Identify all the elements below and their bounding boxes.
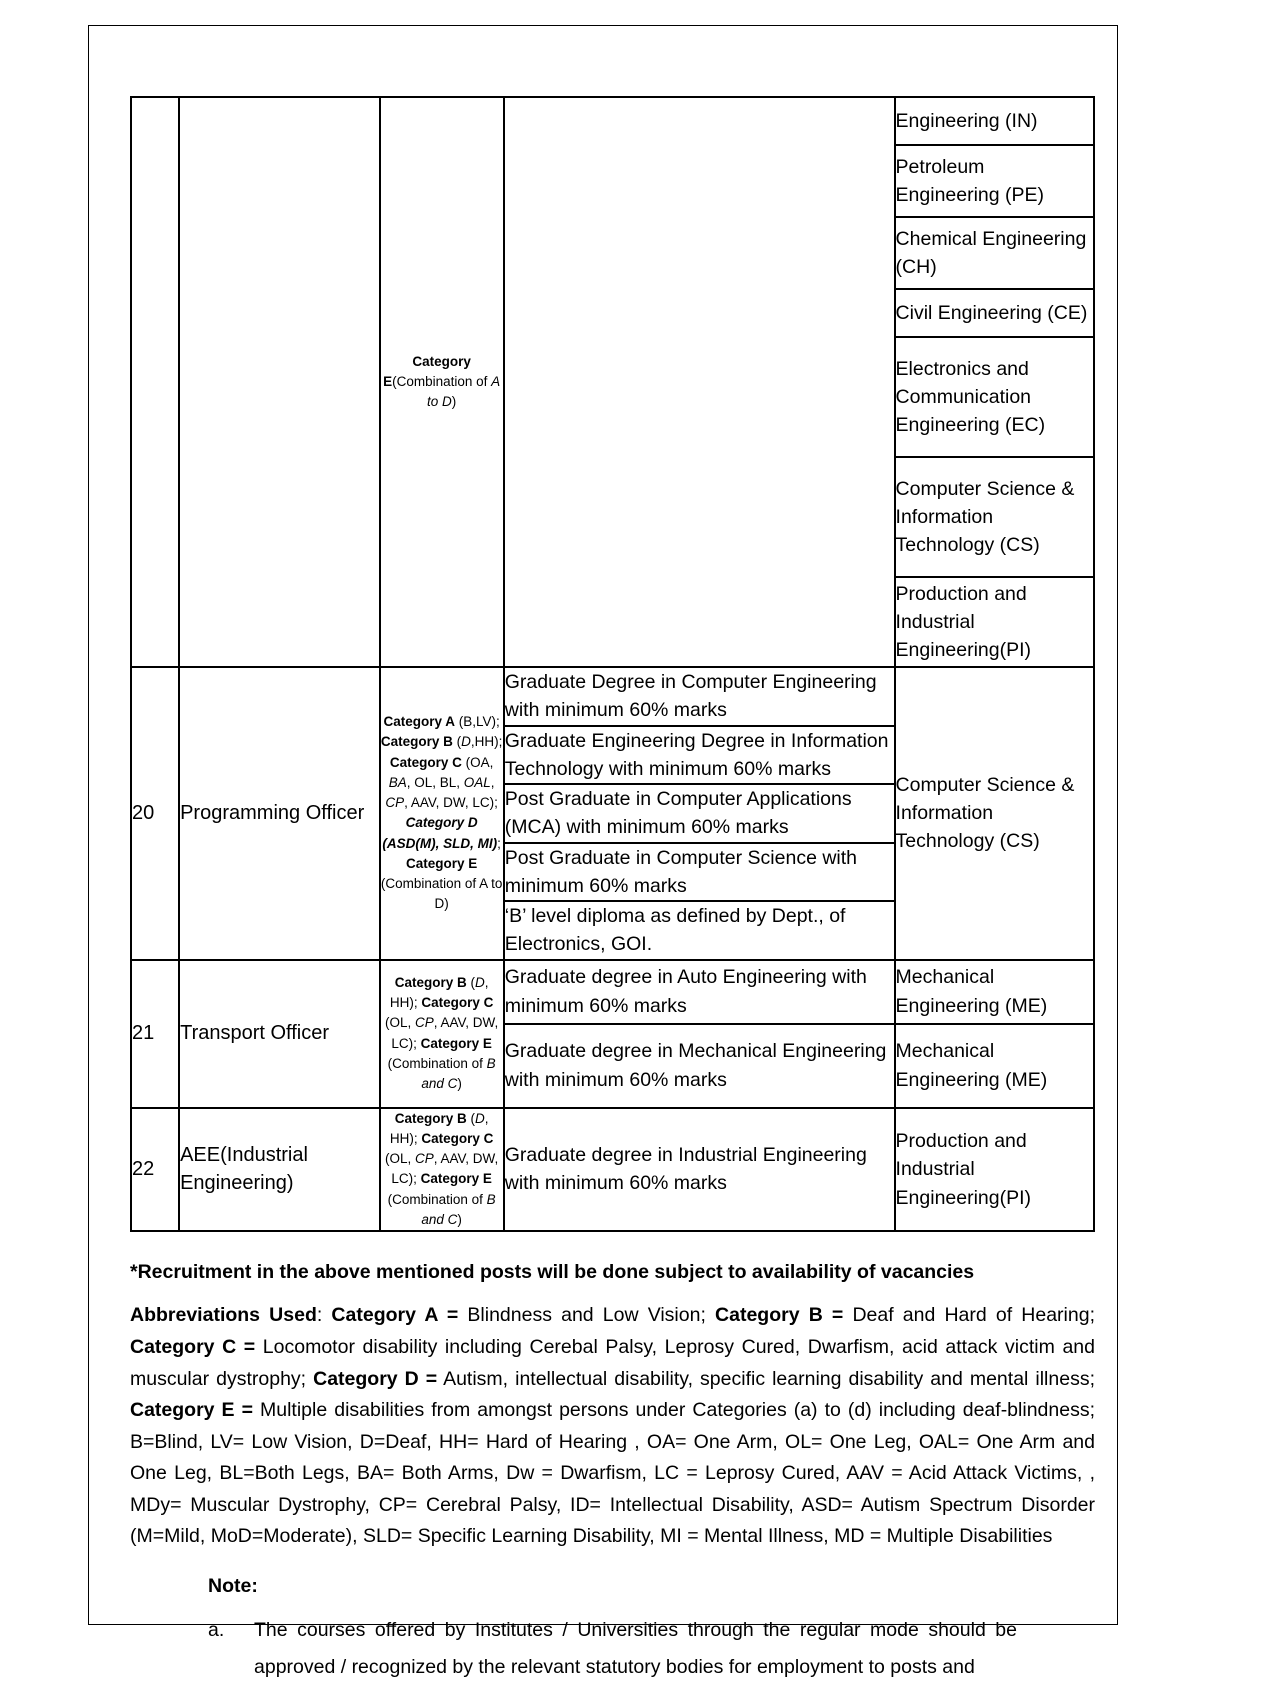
discipline-item-row bbox=[895, 337, 1094, 457]
serial-number-cell bbox=[131, 97, 179, 667]
qualification-cell: ‘B’ level diploma as defined by Dept., of Electronics, GOI. bbox=[504, 901, 895, 960]
table-row bbox=[131, 1108, 1094, 1232]
discipline-cell: Electronics and Communication Engineering (EC) bbox=[895, 337, 1094, 457]
qualification-cell: Post Graduate in Computer Applications (MCA) with minimum 60% marks bbox=[504, 784, 895, 843]
note-list-item bbox=[208, 1612, 1095, 1686]
discipline-item-row bbox=[895, 1024, 1094, 1108]
discipline-item-row bbox=[895, 145, 1094, 217]
discipline-cell: Mechanical Engineering (ME) bbox=[895, 1024, 1094, 1108]
serial-number-cell: 20 bbox=[131, 667, 179, 960]
discipline-cell: Production and Industrial Engineering(PI) bbox=[895, 577, 1094, 667]
post-name-cell: AEE(Industrial Engineering) bbox=[179, 1108, 379, 1232]
category-cell: Category B (D, HH); Category C (OL, CP, AAV, DW, LC); Category E (Combination of B and C) bbox=[380, 960, 504, 1108]
serial-number-cell: 21 bbox=[131, 960, 179, 1108]
qualification-cell bbox=[504, 667, 895, 960]
discipline-cell: Engineering (IN) bbox=[895, 97, 1094, 145]
qualification-item-row bbox=[504, 1024, 895, 1108]
qualification-item-row bbox=[504, 784, 895, 843]
category-cell: Category A (B,LV); Category B (D,HH); Category C (OA, BA, OL, BL, OAL, CP, AAV, DW, LC); Category D (ASD(M), SLD, MI); Category E (Combination of A to D) bbox=[380, 667, 504, 960]
table-row-continued bbox=[131, 97, 1094, 667]
post-name-cell bbox=[179, 97, 379, 667]
qualification-item-row bbox=[504, 901, 895, 960]
category-cell: Category E(Combination of A to D) bbox=[380, 97, 504, 667]
note-heading: Note: bbox=[208, 1575, 258, 1598]
discipline-cell: Computer Science & Information Technology (CS) bbox=[895, 667, 1094, 960]
discipline-cell: Chemical Engineering (CH) bbox=[895, 217, 1094, 289]
qualification-cell: Graduate Engineering Degree in Information Technology with minimum 60% marks bbox=[504, 726, 895, 785]
table-row bbox=[131, 960, 1094, 1108]
discipline-list bbox=[895, 960, 1094, 1108]
discipline-cell bbox=[895, 97, 1094, 667]
discipline-cell: Production and Industrial Engineering(PI) bbox=[895, 1108, 1094, 1232]
discipline-cell bbox=[895, 960, 1094, 1108]
qualification-list bbox=[504, 667, 895, 960]
qualification-item-row bbox=[504, 667, 895, 726]
discipline-list bbox=[895, 97, 1094, 667]
abbreviations-paragraph: Abbreviations Used: Category A = Blindness and Low Vision; Category B = Deaf and Hard of Hearing; Category C = Locomotor disability including Cerebal Palsy, Leprosy Cured, Dwarfism, acid attack victim and muscular dystrophy; Category D = Autism, intellectual disability, specific learning disability and mental illness; Category E = Multiple disabilities from amongst persons under Categories (a) to (d) including deaf-blindness; B=Blind, LV= Low Vision, D=Deaf, HH= Hard of Hearing , OA= One Arm, OL= One Leg, OAL= One Arm and One Leg, BL=Both Legs, BA= Both Arms, Dw = Dwarfism, LC = Leprosy Cured, AAV = Acid Attack Victims, , MDy= Muscular Dystrophy, CP= Cerebral Palsy, ID= Intellectual Disability, ASD= Autism Spectrum Disorder (M=Mild, MoD=Moderate), SLD= Specific Learning Disability, MI = Mental Illness, MD = Multiple Disabilities bbox=[130, 1304, 1095, 1548]
discipline-item-row bbox=[895, 457, 1094, 577]
discipline-cell: Petroleum Engineering (PE) bbox=[895, 145, 1094, 217]
qualification-cell bbox=[504, 97, 895, 667]
category-cell: Category B (D, HH); Category C (OL, CP, AAV, DW, LC); Category E (Combination of B and C) bbox=[380, 1108, 504, 1232]
post-name-cell: Programming Officer bbox=[179, 667, 379, 960]
qualification-cell: Graduate degree in Industrial Engineering with minimum 60% marks bbox=[504, 1108, 895, 1232]
qualification-table bbox=[130, 96, 1095, 1232]
qualification-cell: Post Graduate in Computer Science with minimum 60% marks bbox=[504, 843, 895, 902]
serial-number-cell: 22 bbox=[131, 1108, 179, 1232]
discipline-item-row bbox=[895, 217, 1094, 289]
recruitment-footnote: *Recruitment in the above mentioned posts will be done subject to availability of vacancies bbox=[130, 1261, 975, 1284]
page-content bbox=[130, 96, 1095, 1686]
discipline-item-row bbox=[895, 289, 1094, 337]
post-name-cell: Transport Officer bbox=[179, 960, 379, 1108]
qualification-item-row bbox=[504, 960, 895, 1024]
discipline-cell: Civil Engineering (CE) bbox=[895, 289, 1094, 337]
qualification-cell: Graduate degree in Mechanical Engineering with minimum 60% marks bbox=[504, 1024, 895, 1108]
qualification-list bbox=[504, 960, 895, 1108]
table-row bbox=[131, 667, 1094, 960]
qualification-item-row bbox=[504, 843, 895, 902]
discipline-item-row bbox=[895, 960, 1094, 1024]
discipline-item-row bbox=[895, 577, 1094, 667]
qualification-cell: Graduate Degree in Computer Engineering with minimum 60% marks bbox=[504, 667, 895, 726]
note-marker: a. bbox=[208, 1619, 225, 1642]
table-body bbox=[131, 97, 1094, 1231]
discipline-item-row bbox=[895, 97, 1094, 145]
discipline-cell: Computer Science & Information Technology (CS) bbox=[895, 457, 1094, 577]
note-item-text: The courses offered by Institutes / Universities through the regular mode should be approved / recognized by the relevant statutory bodies for employment to posts and bbox=[254, 1619, 1017, 1679]
qualification-item-row bbox=[504, 726, 895, 785]
qualification-cell: Graduate degree in Auto Engineering with minimum 60% marks bbox=[504, 960, 895, 1024]
qualification-cell bbox=[504, 960, 895, 1108]
discipline-cell: Mechanical Engineering (ME) bbox=[895, 960, 1094, 1024]
